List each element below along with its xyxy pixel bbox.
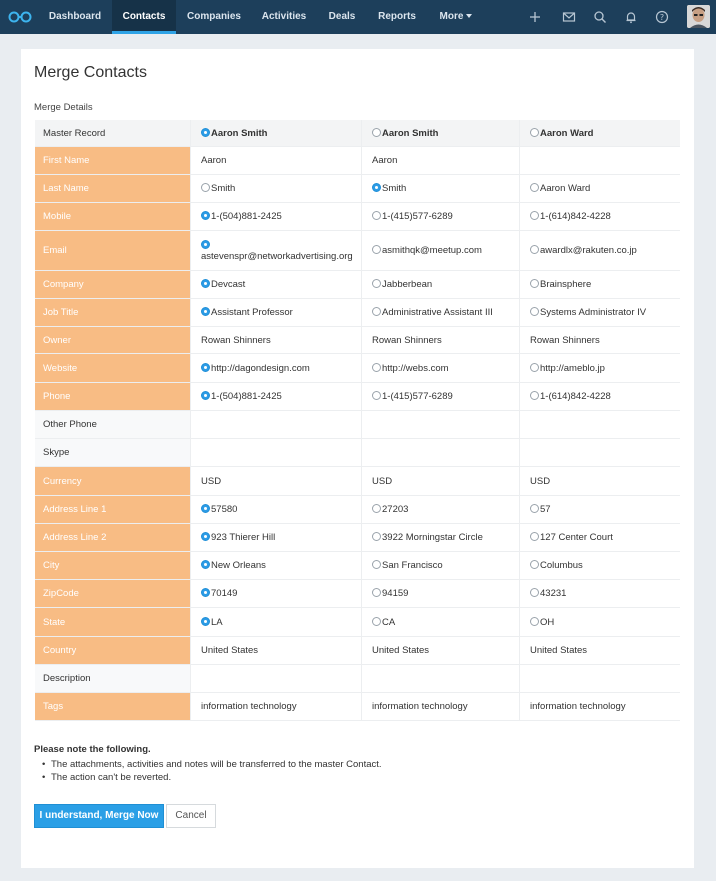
field-row: [35, 524, 680, 552]
field-value-cell: [191, 439, 362, 467]
merge-notes: [34, 744, 382, 784]
field-label: ZipCode: [35, 580, 191, 608]
field-row: [35, 439, 680, 467]
field-value: Administrative Assistant III: [382, 307, 493, 318]
radio-icon[interactable]: [530, 391, 539, 400]
cancel-button[interactable]: Cancel: [166, 804, 216, 828]
nav-dashboard[interactable]: Dashboard: [48, 11, 102, 22]
field-row: [35, 354, 680, 383]
mail-icon[interactable]: [562, 10, 576, 24]
master-record-row: [35, 120, 680, 147]
radio-selected-icon[interactable]: [201, 588, 210, 597]
radio-icon[interactable]: [530, 504, 539, 513]
field-value: Assistant Professor: [211, 307, 293, 318]
field-value-cell[interactable]: [520, 271, 680, 299]
field-value: United States: [372, 645, 430, 656]
radio-icon[interactable]: [372, 617, 381, 626]
radio-selected-icon[interactable]: [201, 532, 210, 541]
nav-contacts[interactable]: Contacts: [112, 0, 176, 34]
field-label: Skype: [35, 439, 191, 467]
radio-selected-icon[interactable]: [201, 307, 210, 316]
field-value-cell[interactable]: [520, 580, 680, 608]
field-value: New Orleans: [211, 560, 266, 571]
nav-deals[interactable]: Deals: [328, 11, 356, 22]
field-value: Brainsphere: [540, 279, 592, 290]
field-value: OH: [540, 616, 555, 628]
radio-icon[interactable]: [530, 532, 539, 541]
field-value-cell[interactable]: [362, 496, 520, 524]
field-value-cell: [191, 665, 362, 693]
radio-icon[interactable]: [530, 617, 539, 626]
field-row: [35, 467, 680, 496]
field-value-cell[interactable]: [191, 175, 362, 203]
radio-icon[interactable]: [372, 307, 381, 316]
help-icon[interactable]: [655, 10, 669, 24]
field-row: [35, 637, 680, 665]
field-label: Tags: [35, 693, 191, 721]
row-label: Master Record: [35, 120, 191, 147]
radio-icon[interactable]: [372, 128, 381, 137]
radio-icon[interactable]: [530, 279, 539, 288]
field-value: http://dagondesign.com: [211, 362, 310, 374]
nav-reports[interactable]: Reports: [378, 11, 416, 22]
field-value-cell[interactable]: [191, 231, 362, 271]
radio-icon[interactable]: [372, 363, 381, 372]
field-row: [35, 693, 680, 721]
field-value: information technology: [201, 701, 297, 712]
nav-activities[interactable]: Activities: [261, 11, 307, 22]
field-value-cell: [362, 665, 520, 693]
field-label: Job Title: [35, 299, 191, 327]
field-value-cell[interactable]: [191, 299, 362, 327]
radio-icon[interactable]: [530, 588, 539, 597]
field-value: awardlx@rakuten.co.jp: [540, 245, 637, 256]
merge-panel: [21, 49, 694, 868]
field-value-cell[interactable]: [520, 354, 680, 383]
field-row: [35, 665, 680, 693]
field-value: 3922 Morningstar Circle: [382, 532, 483, 543]
field-value: Rowan Shinners: [530, 334, 600, 346]
field-label: Mobile: [35, 203, 191, 231]
field-value-cell[interactable]: [191, 608, 362, 637]
field-label: Other Phone: [35, 411, 191, 439]
radio-selected-icon[interactable]: [201, 617, 210, 626]
nav-companies[interactable]: Companies: [187, 11, 241, 22]
field-value-cell[interactable]: [191, 271, 362, 299]
field-value-cell[interactable]: [520, 552, 680, 580]
radio-icon[interactable]: [530, 560, 539, 569]
radio-icon[interactable]: [530, 183, 539, 192]
master-option-label: Aaron Smith: [211, 127, 268, 139]
field-value-cell[interactable]: [362, 175, 520, 203]
field-label: Company: [35, 271, 191, 299]
field-value-cell[interactable]: [520, 383, 680, 411]
master-option-3[interactable]: [520, 120, 680, 147]
field-value: 1-(614)842-4228: [540, 391, 611, 402]
field-label: Country: [35, 637, 191, 665]
field-value: 27203: [382, 504, 409, 515]
field-value: LA: [211, 616, 223, 628]
field-row: [35, 327, 680, 354]
field-value-cell[interactable]: [362, 231, 520, 271]
radio-selected-icon[interactable]: [372, 183, 381, 192]
radio-icon[interactable]: [372, 588, 381, 597]
field-row: [35, 175, 680, 203]
master-option-label: Aaron Ward: [540, 127, 594, 139]
section-label: Merge Details: [34, 102, 93, 113]
top-navbar: [0, 0, 716, 34]
field-value: asmithqk@meetup.com: [382, 245, 482, 256]
radio-icon[interactable]: [372, 211, 381, 220]
notes-list: [34, 758, 382, 784]
master-option-2[interactable]: [362, 120, 520, 147]
field-label: Email: [35, 231, 191, 271]
field-value-cell: [520, 439, 680, 467]
radio-selected-icon[interactable]: [201, 211, 210, 220]
field-value: 57580: [211, 504, 238, 515]
field-value-cell: [362, 147, 520, 175]
radio-selected-icon[interactable]: [201, 363, 210, 372]
page-title: Merge Contacts: [34, 64, 147, 81]
field-value: 127 Center Court: [540, 532, 613, 543]
field-row: [35, 271, 680, 299]
field-value-cell: [191, 147, 362, 175]
note-item: • The action can't be reverted.: [51, 771, 382, 784]
field-value-cell: [362, 637, 520, 665]
field-label: Currency: [35, 467, 191, 496]
field-value-cell[interactable]: [362, 203, 520, 231]
field-value-cell: [520, 693, 680, 721]
plus-icon[interactable]: [528, 10, 542, 24]
field-label: Phone: [35, 383, 191, 411]
field-value: Aaron: [201, 155, 227, 166]
field-value: Rowan Shinners: [201, 334, 271, 346]
app-logo-icon[interactable]: [8, 10, 32, 24]
radio-icon[interactable]: [372, 245, 381, 254]
field-row: [35, 552, 680, 580]
field-row: [35, 231, 680, 271]
field-value: USD: [372, 475, 393, 487]
radio-icon[interactable]: [372, 279, 381, 288]
field-value: http://webs.com: [382, 362, 449, 374]
field-value-cell[interactable]: [191, 203, 362, 231]
field-row: [35, 203, 680, 231]
field-value: United States: [530, 645, 588, 656]
field-row: [35, 496, 680, 524]
field-value-cell: [191, 411, 362, 439]
field-value-cell[interactable]: [191, 580, 362, 608]
field-value: Smith: [382, 183, 407, 194]
merge-now-button[interactable]: I understand, Merge Now: [34, 804, 164, 828]
field-row: [35, 383, 680, 411]
field-value-cell: [191, 693, 362, 721]
field-value: San Francisco: [382, 560, 443, 571]
radio-icon[interactable]: [372, 532, 381, 541]
radio-icon[interactable]: [372, 560, 381, 569]
field-value: 57: [540, 504, 551, 515]
field-value: Aaron Ward: [540, 183, 591, 194]
field-value: 1-(614)842-4228: [540, 211, 611, 222]
radio-icon[interactable]: [530, 245, 539, 254]
radio-selected-icon[interactable]: [201, 128, 210, 137]
field-value: information technology: [530, 701, 626, 712]
field-value-cell: [191, 467, 362, 496]
field-value: Rowan Shinners: [372, 334, 442, 346]
field-value-cell[interactable]: [191, 383, 362, 411]
radio-icon[interactable]: [530, 211, 539, 220]
bell-icon[interactable]: [624, 10, 638, 24]
field-value-cell[interactable]: [520, 203, 680, 231]
field-value-cell: [520, 147, 680, 175]
field-value: http://ameblo.jp: [540, 362, 605, 374]
field-value-cell: [520, 327, 680, 354]
field-value-cell: [362, 467, 520, 496]
chevron-down-icon: [466, 14, 472, 18]
field-value: information technology: [372, 701, 468, 712]
field-value-cell[interactable]: [520, 175, 680, 203]
field-value-cell[interactable]: [362, 299, 520, 327]
field-value-cell: [520, 665, 680, 693]
radio-selected-icon[interactable]: [201, 560, 210, 569]
field-value: USD: [530, 475, 551, 487]
master-option-1[interactable]: [191, 120, 362, 147]
field-value-cell[interactable]: [520, 496, 680, 524]
radio-selected-icon[interactable]: [201, 240, 210, 249]
field-value-cell: [520, 637, 680, 665]
field-value-cell[interactable]: [191, 496, 362, 524]
field-value-cell: [362, 411, 520, 439]
field-value-cell[interactable]: [362, 354, 520, 383]
field-value: CA: [382, 616, 396, 628]
search-icon[interactable]: [593, 10, 607, 24]
field-label: Description: [35, 665, 191, 693]
field-value-cell: [191, 327, 362, 354]
field-row: [35, 411, 680, 439]
field-value: Systems Administrator IV: [540, 307, 647, 318]
field-label: Address Line 2: [35, 524, 191, 552]
field-label: Website: [35, 354, 191, 383]
field-value: Jabberbean: [382, 279, 433, 290]
field-row: [35, 608, 680, 637]
field-value-cell[interactable]: [362, 552, 520, 580]
radio-icon[interactable]: [372, 391, 381, 400]
field-value-cell: [191, 637, 362, 665]
field-label: Last Name: [35, 175, 191, 203]
field-label: State: [35, 608, 191, 637]
field-value: USD: [201, 475, 222, 487]
merge-table: [35, 120, 680, 721]
field-value-cell[interactable]: [191, 354, 362, 383]
field-value-cell[interactable]: [191, 552, 362, 580]
radio-icon[interactable]: [201, 183, 210, 192]
radio-selected-icon[interactable]: [201, 391, 210, 400]
field-value: 1-(504)881-2425: [211, 391, 282, 402]
field-value-cell[interactable]: [362, 524, 520, 552]
field-value-cell: [520, 467, 680, 496]
field-value-cell: [362, 693, 520, 721]
field-value-cell[interactable]: [520, 299, 680, 327]
field-value-cell[interactable]: [362, 383, 520, 411]
field-value: 43231: [540, 588, 567, 599]
field-value-cell: [362, 439, 520, 467]
svg-text:?: ?: [659, 12, 665, 22]
field-value: 1-(415)577-6289: [382, 391, 453, 402]
field-row: [35, 580, 680, 608]
field-value-cell[interactable]: [191, 524, 362, 552]
nav-more[interactable]: More: [430, 0, 482, 34]
radio-icon[interactable]: [372, 504, 381, 513]
radio-selected-icon[interactable]: [201, 504, 210, 513]
field-value: 923 Thierer Hill: [211, 532, 276, 543]
field-value-cell: [362, 327, 520, 354]
field-value-cell[interactable]: [520, 608, 680, 637]
field-row: [35, 147, 680, 175]
note-item: • The attachments, activities and notes will be transferred to the master Contact.: [51, 758, 382, 771]
radio-icon[interactable]: [530, 307, 539, 316]
field-value: 1-(504)881-2425: [211, 211, 282, 222]
field-value: Devcast: [211, 279, 246, 290]
radio-icon[interactable]: [530, 128, 539, 137]
radio-icon[interactable]: [530, 363, 539, 372]
field-value: 70149: [211, 588, 238, 599]
field-value: United States: [201, 645, 259, 656]
field-label: City: [35, 552, 191, 580]
field-value: Smith: [211, 183, 236, 194]
field-value-cell[interactable]: [520, 231, 680, 271]
notes-heading: Please note the following.: [34, 744, 151, 755]
field-label: Owner: [35, 327, 191, 354]
field-label: Address Line 1: [35, 496, 191, 524]
field-value: astevenspr@networkadvertising.org: [201, 250, 353, 262]
field-value: 1-(415)577-6289: [382, 211, 453, 222]
field-value-cell[interactable]: [520, 524, 680, 552]
avatar[interactable]: [687, 5, 710, 28]
field-value-cell[interactable]: [362, 608, 520, 637]
field-value: Columbus: [540, 560, 583, 571]
field-value-cell[interactable]: [362, 580, 520, 608]
radio-selected-icon[interactable]: [201, 279, 210, 288]
field-value-cell[interactable]: [362, 271, 520, 299]
field-row: [35, 299, 680, 327]
field-value-cell: [520, 411, 680, 439]
field-value: Aaron: [372, 155, 398, 166]
field-label: First Name: [35, 147, 191, 175]
field-value: 94159: [382, 588, 409, 599]
master-option-label: Aaron Smith: [382, 127, 439, 139]
